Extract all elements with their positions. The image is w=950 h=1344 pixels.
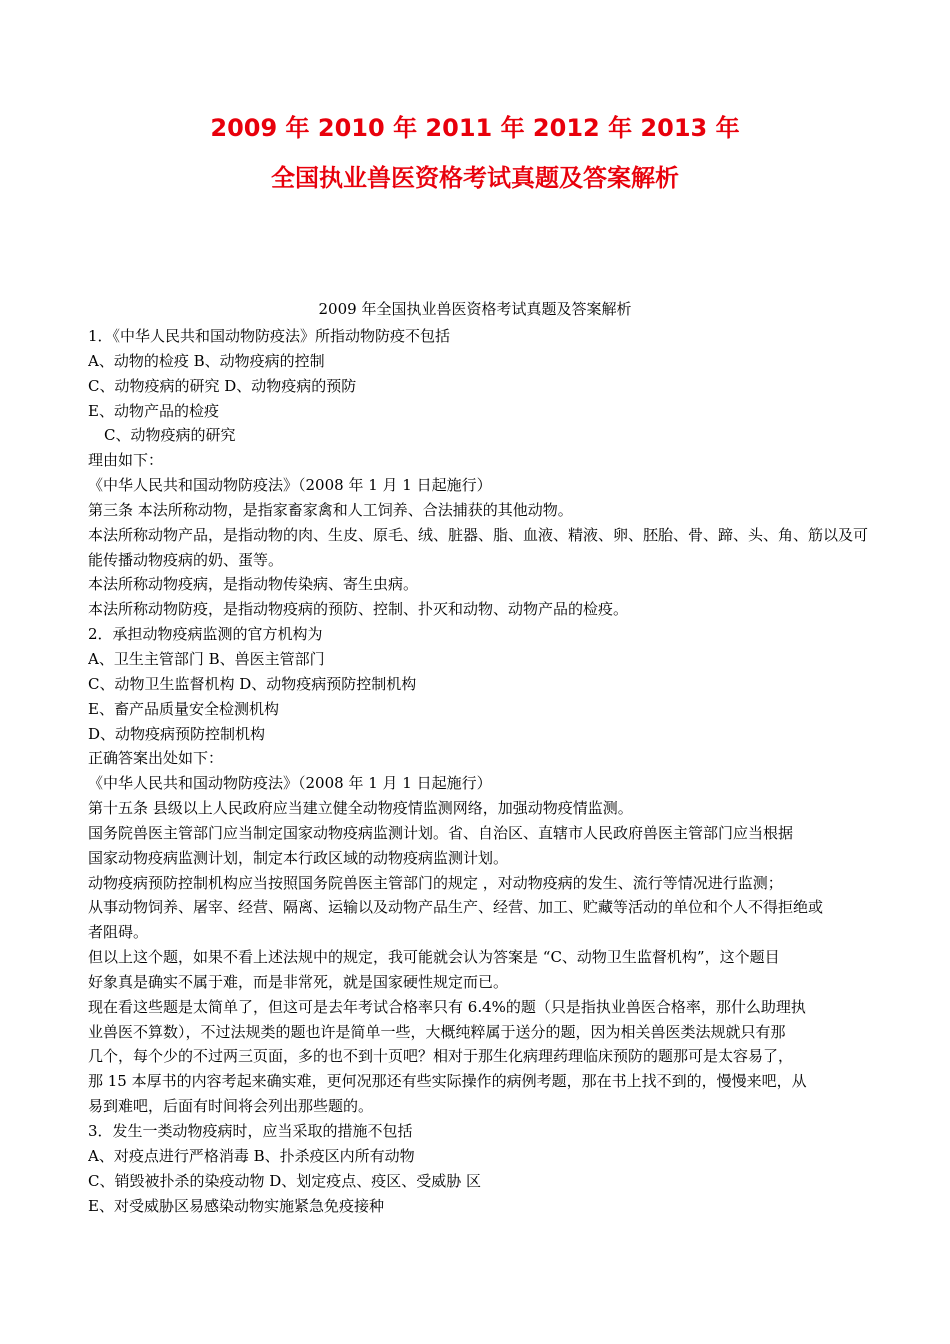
commentary-line: 业兽医不算数），不过法规类的题也许是简单一些，大概纯粹属于送分的题，因为相关兽医类法规就只有那 <box>88 1022 786 1041</box>
explanation-line: 本法所称动物疫病，是指动物传染病、寄生虫病。 <box>88 575 419 594</box>
explanation-line: 本法所称动物产品，是指动物的肉、生皮、原毛、绒、脏器、脂、血液、精液、卵、胚胎、骨、蹄、头、角、筋以及可 <box>88 525 868 544</box>
commentary-line: 现在看这些题是太简单了，但这可是去年考试合格率只有 6.4%的题（只是指执业兽医合格率，那什么助理执 <box>88 997 806 1016</box>
question-1-stem: 1．《中华人民共和国动物防疫法》所指动物防疫不包括 <box>88 327 451 345</box>
explanation-line: 《中华人民共和国动物防疫法》（2008 年 1 月 1 日起施行） <box>88 774 492 793</box>
explanation-line: 《中华人民共和国动物防疫法》（2008 年 1 月 1 日起施行） <box>88 476 492 495</box>
commentary-line: 好象真是确实不属于难，而是非常死，就是国家硬性规定而已。 <box>88 972 509 991</box>
commentary-line: 那 15 本厚书的内容考起来确实难，更何况那还有些实际操作的病例考题，那在书上找不到的，慢慢来吧，从 <box>88 1072 807 1091</box>
document-title-line-2: 全国执业兽医资格考试真题及答案解析 <box>271 164 679 192</box>
explanation-line: 第十五条 县级以上人民政府应当建立健全动物疫情监测网络，加强动物疫情监测。 <box>88 799 633 818</box>
question-3-options-cd: C、销毁被扑杀的染疫动物 D、划定疫点、疫区、受威胁 区 <box>88 1171 482 1190</box>
explanation-line: 理由如下： <box>88 451 164 470</box>
question-3-options-ab: A、对疫点进行严格消毒 B、扑杀疫区内所有动物 <box>88 1146 415 1165</box>
question-1-options-cd: C、动物疫病的研究 D、动物疫病的预防 <box>88 376 357 395</box>
question-1-options-ab: A、动物的检疫 B、动物疫病的控制 <box>88 351 325 370</box>
commentary-line: 但以上这个题，如果不看上述法规中的规定，我可能就会认为答案是 “C、动物卫生监督机构”，这个题目 <box>88 948 780 967</box>
question-2-options-ab: A、卫生主管部门 B、兽医主管部门 <box>88 649 325 668</box>
explanation-line: 本法所称动物防疫，是指动物疫病的预防、控制、扑灭和动物、动物产品的检疫。 <box>88 600 629 619</box>
question-2-option-e: E、畜产品质量安全检测机构 <box>88 699 279 718</box>
explanation-line: 从事动物饲养、屠宰、经营、隔离、运输以及动物产品生产、经营、加工、贮藏等活动的单位和个人不得拒绝或 <box>88 898 824 917</box>
question-1-answer: C、动物疫病的研究 <box>104 426 236 445</box>
commentary-line: 几个，每个少的不过两三页面，多的也不到十页吧？相对于那生化病理药理临床预防的题那可是太容易了， <box>88 1047 794 1066</box>
question-2-stem: 2．承担动物疫病监测的官方机构为 <box>88 625 323 644</box>
explanation-line: 者阻碍。 <box>88 923 149 942</box>
commentary-line: 易到难吧，后面有时间将会列出那些题的。 <box>88 1097 374 1116</box>
question-2-answer: D、动物疫病预防控制机构 <box>88 724 266 743</box>
explanation-line: 国家动物疫病监测计划，制定本行政区域的动物疫病监测计划。 <box>88 848 509 867</box>
question-2-options-cd: C、动物卫生监督机构 D、动物疫病预防控制机构 <box>88 674 417 693</box>
question-3-stem: 3．发生一类动物疫病时，应当采取的措施不包括 <box>88 1122 413 1140</box>
document-subtitle: 2009 年全国执业兽医资格考试真题及答案解析 <box>318 300 632 318</box>
explanation-line: 动物疫病预防控制机构应当按照国务院兽医主管部门的规定 ，对动物疫病的发生、流行等情况进行监测； <box>88 873 783 892</box>
document-body <box>88 324 868 1218</box>
question-1-option-e: E、动物产品的检疫 <box>88 401 219 420</box>
explanation-line: 正确答案出处如下： <box>88 749 224 768</box>
explanation-line: 第三条 本法所称动物，是指家畜家禽和人工饲养、合法捕获的其他动物。 <box>88 500 573 519</box>
document-title-line-1: 2009 年 2010 年 2011 年 2012 年 2013 年 <box>210 114 740 142</box>
question-3-option-e: E、对受威胁区易感染动物实施紧急免疫接种 <box>88 1196 384 1215</box>
explanation-line: 能传播动物疫病的奶、蛋等。 <box>88 550 284 569</box>
explanation-line: 国务院兽医主管部门应当制定国家动物疫病监测计划。省、自治区、直辖市人民政府兽医主管部门应当根据 <box>88 823 794 842</box>
